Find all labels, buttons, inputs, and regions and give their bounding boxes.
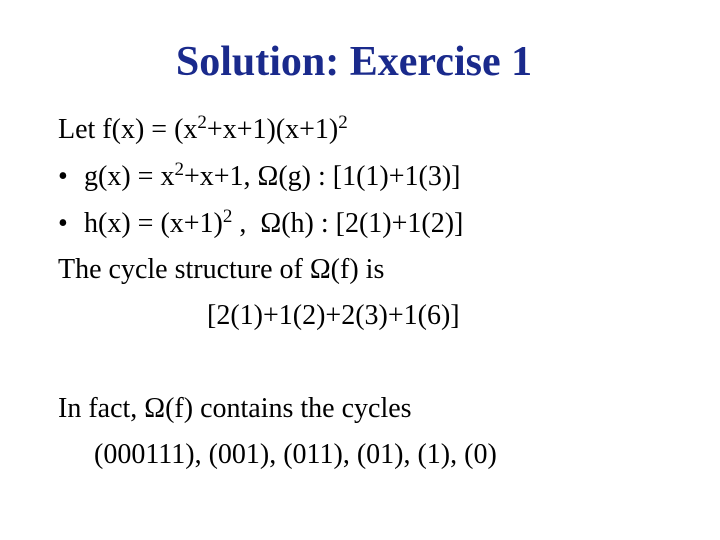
- exponent: 2: [197, 112, 207, 133]
- definition-part-a: Let f(x) = (x: [58, 114, 198, 145]
- cycles-list: (000111), (001), (011), (01), (1), (0): [94, 439, 497, 470]
- exponent: 2: [338, 112, 348, 133]
- cycle-structure-result: [2(1)+1(2)+2(3)+1(6)]: [207, 300, 460, 331]
- bullet-marker: •: [58, 161, 68, 192]
- bullet-g: [58, 160, 461, 197]
- exponent: 2: [222, 206, 233, 227]
- bullet-h-part-a: h(x) = (x+1): [84, 208, 223, 239]
- definition-part-b: +x+1)(x+1): [206, 114, 339, 145]
- cycle-structure-intro: The cycle structure of Ω(f) is: [58, 254, 385, 285]
- bullet-h: [58, 207, 463, 244]
- bullet-marker: •: [58, 208, 68, 239]
- bullet-g-part-b: +x+1, Ω(g) : [1(1)+1(3)]: [183, 161, 461, 192]
- bullet-h-part-b: , Ω(h) : [2(1)+1(2)]: [232, 208, 464, 239]
- cycles-intro: In fact, Ω(f) contains the cycles: [58, 393, 412, 424]
- bullet-g-part-a: g(x) = x: [84, 161, 175, 192]
- slide-title: Solution: Exercise 1: [175, 39, 533, 85]
- exponent: 2: [174, 159, 184, 180]
- definition-line: [58, 113, 348, 150]
